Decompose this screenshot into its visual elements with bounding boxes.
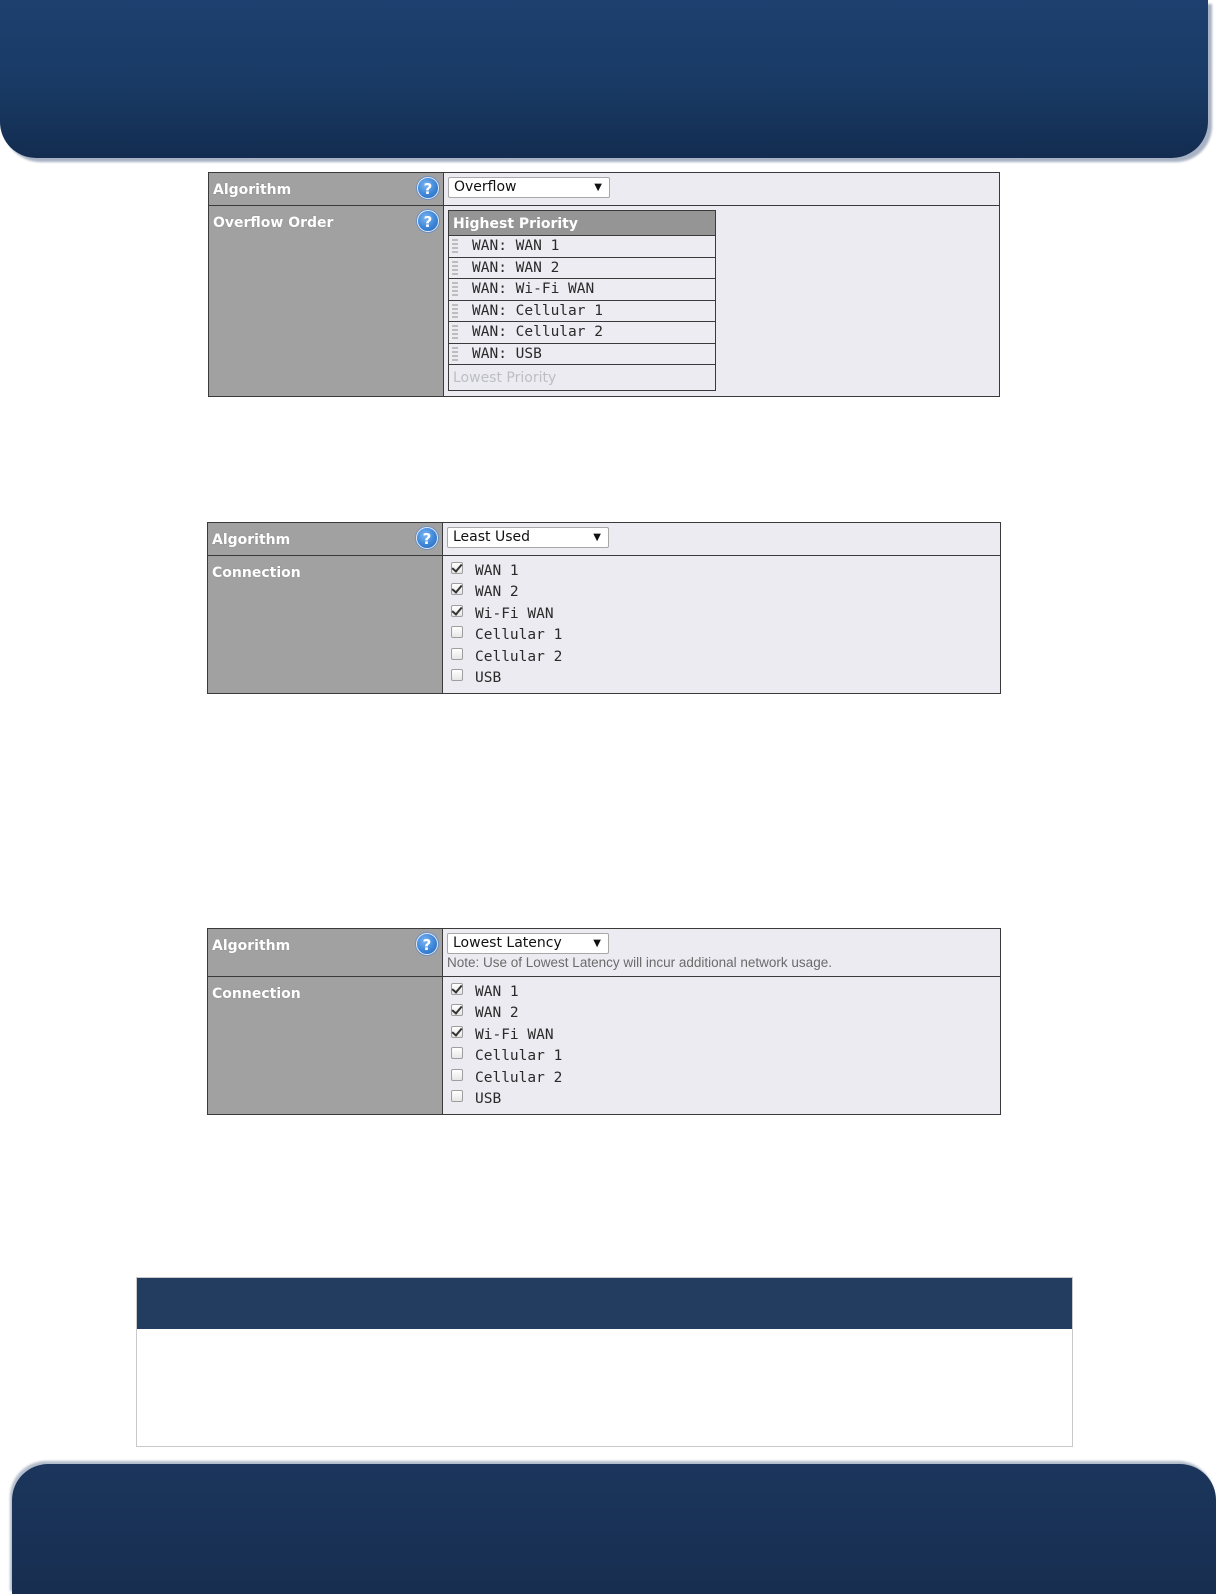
algorithm-value-cell: [443, 929, 1000, 976]
drag-handle-icon[interactable]: [452, 304, 458, 319]
connection-option-label: Cellular 1: [475, 1048, 563, 1065]
priority-item-label: WAN: USB: [472, 345, 542, 362]
connection-label-cell: [208, 977, 443, 1114]
info-panel: [136, 1277, 1073, 1447]
help-icon[interactable]: ?: [416, 527, 438, 549]
footer-banner: [12, 1464, 1216, 1594]
connection-option-label: WAN 2: [475, 1005, 519, 1022]
drag-handle-icon[interactable]: [452, 282, 458, 297]
latency-usage-note: Note: Use of Lowest Latency will incur additional network usage.: [447, 955, 832, 970]
header-banner: [0, 0, 1208, 158]
help-icon[interactable]: ?: [417, 210, 439, 232]
chevron-down-icon: ▼: [594, 182, 602, 193]
priority-item-label: WAN: WAN 1: [472, 238, 560, 254]
chevron-down-icon: ▼: [593, 938, 601, 949]
priority-list-item[interactable]: [449, 301, 715, 323]
checkbox-checked[interactable]: [451, 562, 463, 574]
lowest-latency-settings-table: [207, 928, 1001, 1115]
algorithm-label: Algorithm: [212, 938, 291, 954]
lowest-priority-footer: Lowest Priority: [453, 370, 557, 386]
checkbox-unchecked[interactable]: [451, 626, 463, 638]
connection-option[interactable]: [447, 981, 1000, 1003]
algorithm-select[interactable]: [448, 177, 610, 198]
checkbox-checked[interactable]: [451, 1026, 463, 1038]
connection-label: Connection: [212, 986, 301, 1002]
algorithm-value-cell: [444, 173, 999, 205]
connection-option-label: Wi-Fi WAN: [475, 605, 554, 622]
checkbox-unchecked[interactable]: [451, 669, 463, 681]
algorithm-label: Algorithm: [213, 182, 292, 198]
connection-option[interactable]: [447, 582, 1000, 604]
overflow-settings-table: [208, 172, 1000, 397]
priority-list-item[interactable]: [449, 279, 715, 301]
checkbox-checked[interactable]: [451, 583, 463, 595]
priority-item-label: WAN: WAN 2: [472, 259, 560, 276]
chevron-down-icon: ▼: [593, 532, 601, 543]
priority-item-label: WAN: Wi-Fi WAN: [472, 281, 595, 297]
info-panel-header: [137, 1278, 1072, 1329]
drag-handle-icon[interactable]: [452, 325, 458, 340]
connection-option[interactable]: [447, 668, 1000, 690]
overflow-order-label: Overflow Order: [213, 215, 334, 231]
priority-list-item[interactable]: [449, 236, 715, 258]
connection-option[interactable]: [447, 560, 1000, 582]
connection-option[interactable]: [447, 1067, 1000, 1089]
connection-option-label: Wi-Fi WAN: [475, 1026, 554, 1043]
checkbox-checked[interactable]: [451, 605, 463, 617]
algorithm-row: [208, 929, 1000, 977]
connection-option-label: Cellular 2: [475, 648, 563, 665]
algorithm-select-value: Lowest Latency: [453, 935, 562, 951]
connection-checkbox-list: [443, 977, 1000, 1114]
connection-option[interactable]: [447, 646, 1000, 668]
connection-option[interactable]: [447, 1089, 1000, 1111]
connection-checkbox-list: [443, 556, 1000, 693]
connection-option[interactable]: [447, 1003, 1000, 1025]
connection-option-label: USB: [475, 670, 502, 687]
connection-row: [208, 977, 1000, 1114]
connection-option-label: WAN 1: [475, 562, 519, 579]
checkbox-checked[interactable]: [451, 1004, 463, 1016]
algorithm-row: [209, 173, 999, 206]
highest-priority-header: Highest Priority: [449, 211, 715, 236]
algorithm-label: Algorithm: [212, 532, 291, 548]
overflow-order-value-cell: [444, 206, 999, 396]
connection-row: [208, 556, 1000, 693]
connection-option-label: USB: [475, 1091, 502, 1108]
overflow-order-label-cell: [209, 206, 444, 396]
drag-handle-icon[interactable]: [452, 261, 458, 276]
help-icon[interactable]: ?: [416, 933, 438, 955]
overflow-priority-list: [448, 210, 716, 391]
connection-option[interactable]: [447, 603, 1000, 625]
priority-list-item[interactable]: [449, 258, 715, 280]
connection-option-label: WAN 1: [475, 983, 519, 1000]
connection-option-label: WAN 2: [475, 584, 519, 601]
drag-handle-icon[interactable]: [452, 239, 458, 254]
connection-option-label: Cellular 2: [475, 1069, 563, 1086]
algorithm-select[interactable]: [447, 933, 609, 954]
least-used-settings-table: [207, 522, 1001, 694]
connection-option[interactable]: [447, 625, 1000, 647]
checkbox-unchecked[interactable]: [451, 1069, 463, 1081]
connection-label: Connection: [212, 565, 301, 581]
algorithm-label-cell: [208, 523, 443, 555]
priority-item-label: WAN: Cellular 2: [472, 324, 603, 340]
connection-option-label: Cellular 1: [475, 627, 563, 644]
algorithm-select[interactable]: [447, 527, 609, 548]
priority-item-label: WAN: Cellular 1: [472, 302, 603, 319]
priority-list-item[interactable]: [449, 322, 715, 344]
help-icon[interactable]: ?: [417, 177, 439, 199]
checkbox-checked[interactable]: [451, 983, 463, 995]
connection-label-cell: [208, 556, 443, 693]
checkbox-unchecked[interactable]: [451, 1090, 463, 1102]
algorithm-select-value: Least Used: [453, 529, 531, 545]
algorithm-select-value: Overflow: [454, 179, 517, 195]
drag-handle-icon[interactable]: [452, 347, 458, 362]
overflow-order-row: [209, 206, 999, 396]
priority-list-item[interactable]: [449, 344, 715, 366]
checkbox-unchecked[interactable]: [451, 648, 463, 660]
algorithm-label-cell: [209, 173, 444, 205]
connection-option[interactable]: [447, 1024, 1000, 1046]
connection-option[interactable]: [447, 1046, 1000, 1068]
checkbox-unchecked[interactable]: [451, 1047, 463, 1059]
algorithm-row: [208, 523, 1000, 556]
algorithm-label-cell: [208, 929, 443, 976]
algorithm-value-cell: [443, 523, 1000, 555]
